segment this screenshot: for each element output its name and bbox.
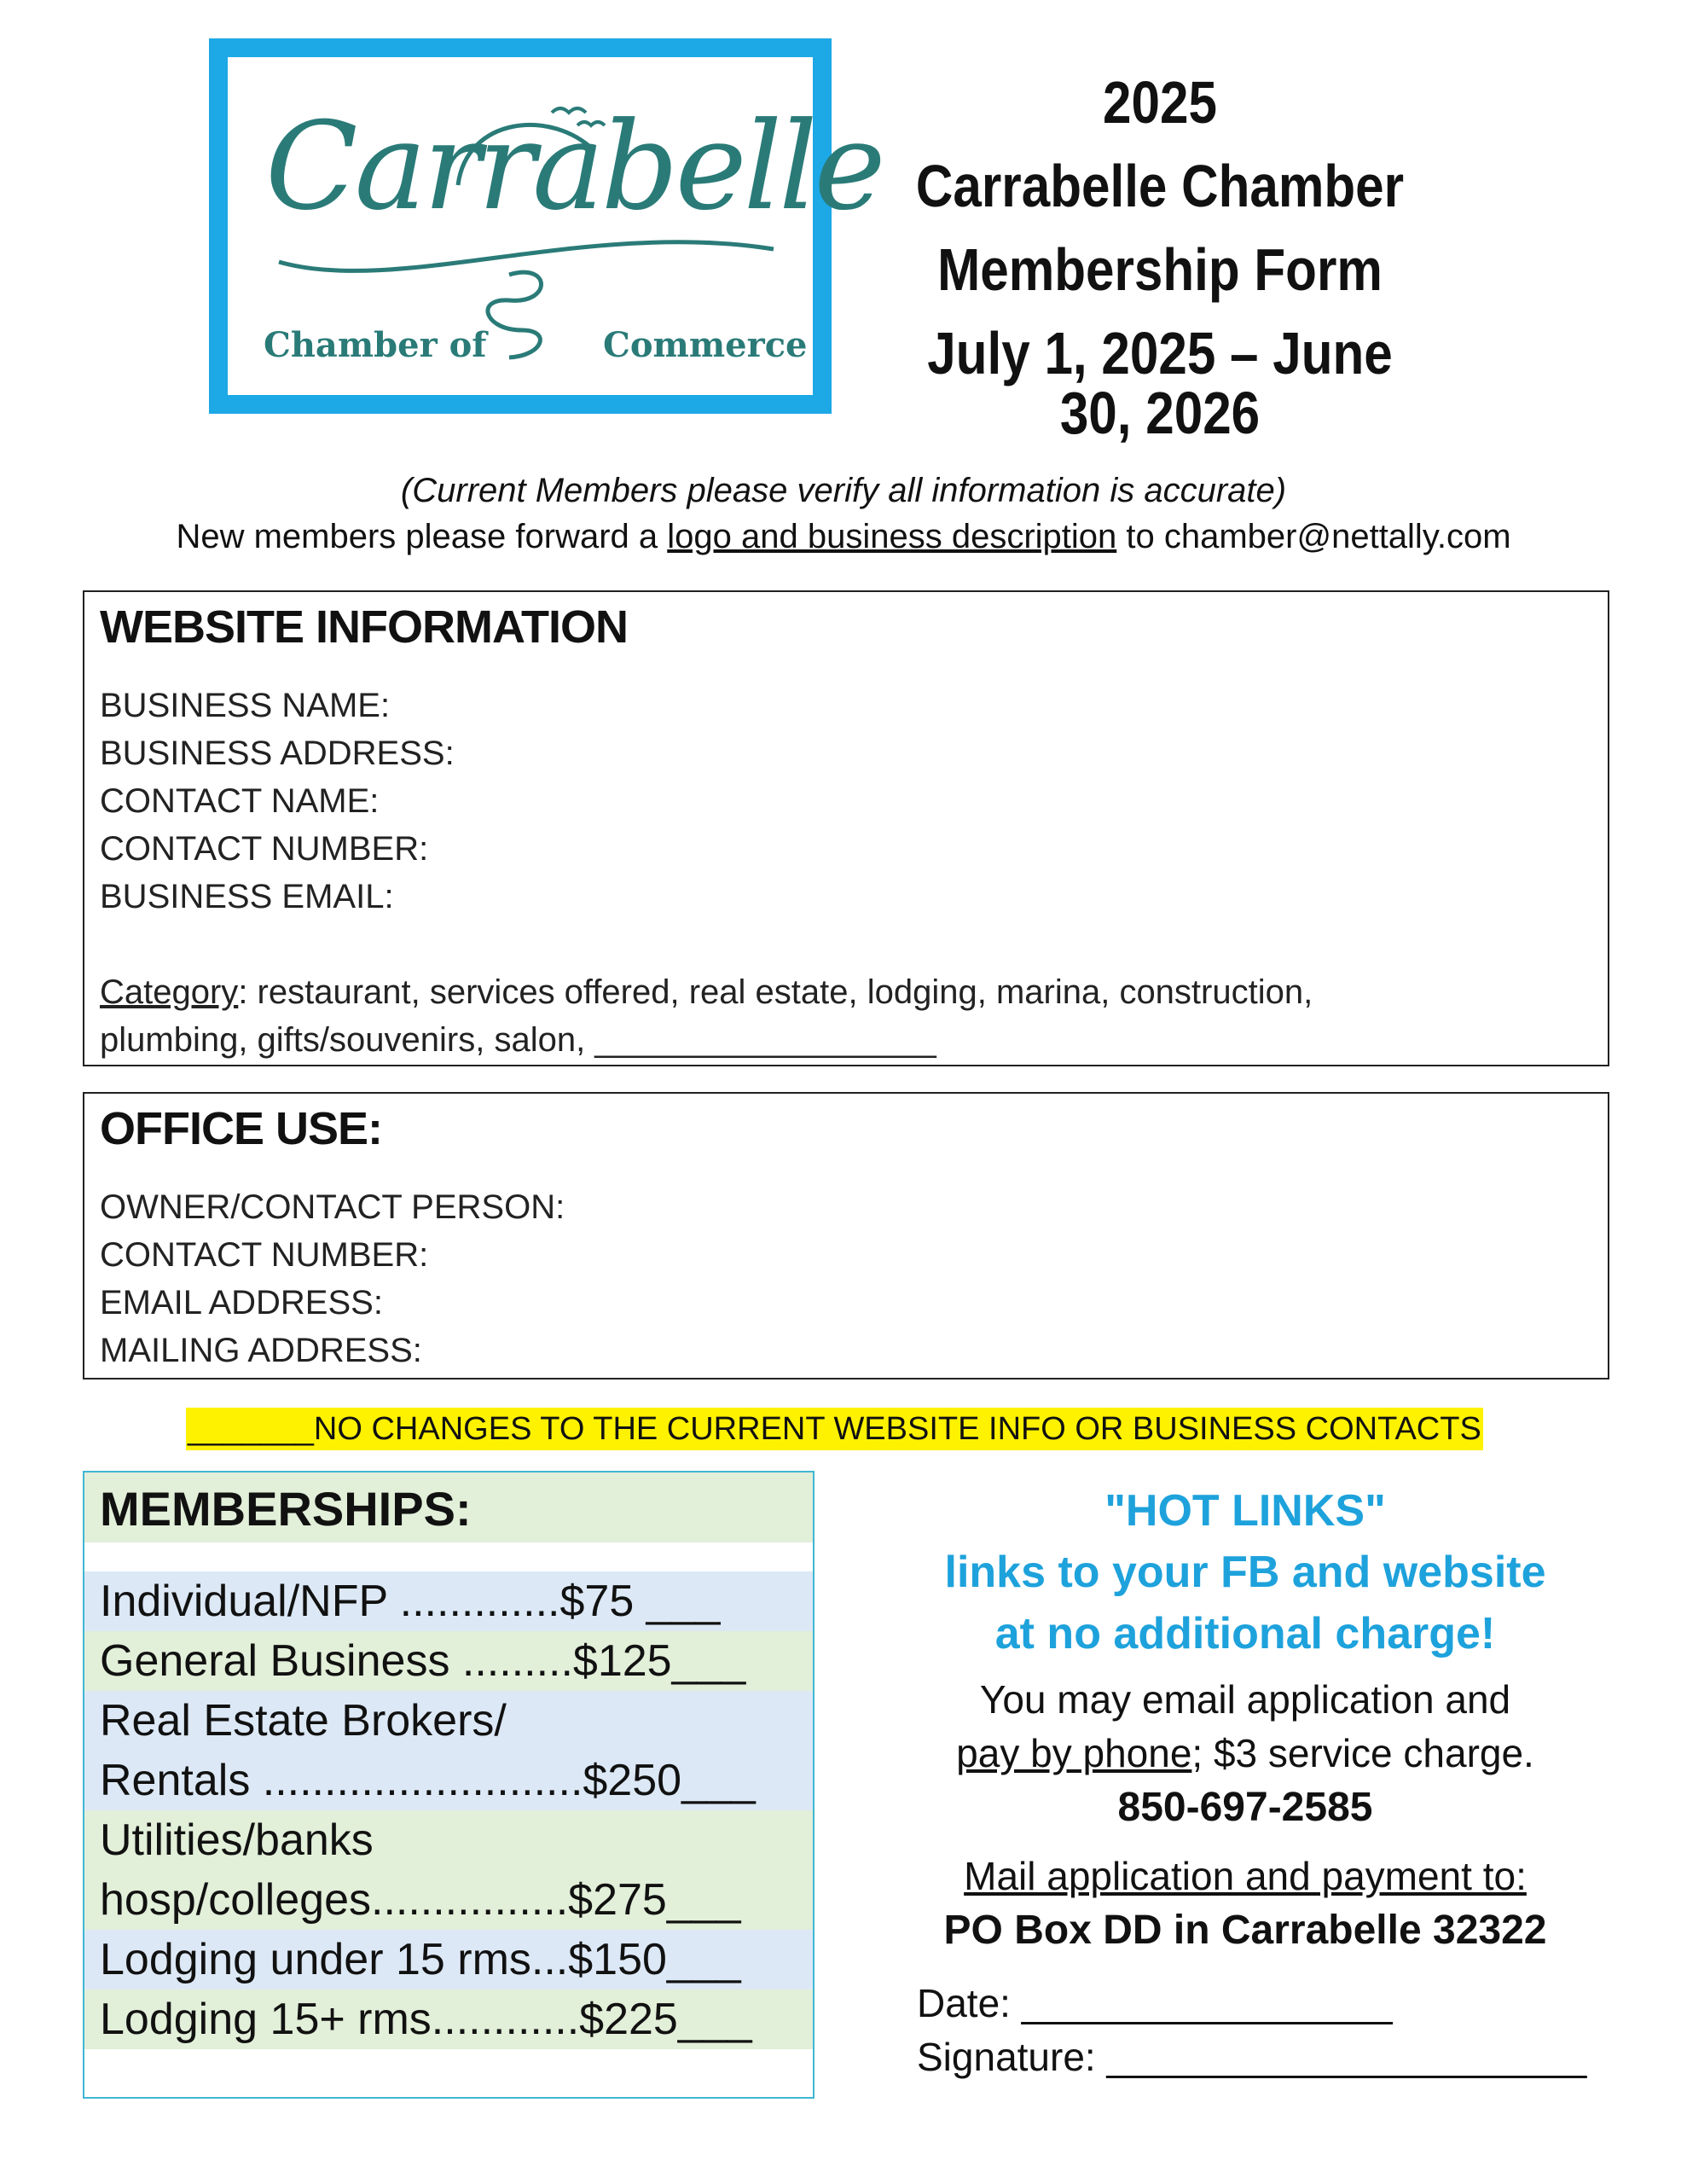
- no-changes-checkbox-line[interactable]: _______NO CHANGES TO THE CURRENT WEBSITE INFO OR BUSINESS CONTACTS: [186, 1408, 1483, 1450]
- signature-field[interactable]: Signature: ______________________: [917, 2035, 1587, 2079]
- new-members-note: [0, 518, 1687, 556]
- logo-description-link: logo and business description: [667, 518, 1117, 555]
- logo-wordmark: Carrabelle: [265, 96, 883, 237]
- logo-subtitle-left: Chamber of: [264, 325, 487, 365]
- chamber-logo: [209, 38, 883, 414]
- logo-subtitle-right: Commerce: [603, 325, 808, 365]
- phone-number: 850-697-2585: [1117, 1785, 1373, 1830]
- membership-option-lodging-15-plus[interactable]: Lodging 15+ rms............$225___: [84, 1989, 813, 2049]
- new-members-prefix: New members please forward a: [176, 518, 668, 555]
- business-name-field[interactable]: BUSINESS NAME:: [100, 687, 391, 724]
- title-year: 2025: [1103, 69, 1217, 136]
- owner-contact-field[interactable]: OWNER/CONTACT PERSON:: [100, 1188, 565, 1226]
- membership-option-general-business[interactable]: General Business .........$125___: [84, 1631, 813, 1691]
- title-line-2: Membership Form: [937, 236, 1383, 303]
- memberships-section: [83, 1471, 815, 2099]
- memberships-title: MEMBERSHIPS:: [100, 1482, 472, 1536]
- mailing-address-field[interactable]: MAILING ADDRESS:: [100, 1332, 422, 1369]
- hot-links-title: "HOT LINKS": [1104, 1486, 1386, 1536]
- pay-by-phone-link: pay by phone: [956, 1731, 1192, 1775]
- verify-note: (Current Members please verify all information is accurate): [400, 472, 1287, 509]
- office-use-title: OFFICE USE:: [100, 1103, 383, 1154]
- membership-option-real-estate-line-2[interactable]: Rentals ..........................$250___: [84, 1751, 813, 1810]
- date-field[interactable]: Date: _________________: [917, 1981, 1393, 2025]
- category-options[interactable]: [100, 975, 1313, 1009]
- membership-option-individual[interactable]: Individual/NFP .............$75 ___: [84, 1571, 813, 1631]
- hot-links-and-payment: [878, 1480, 1612, 1957]
- website-information-section: [83, 590, 1609, 1066]
- memberships-header: [84, 1472, 813, 1542]
- category-label: Category: [100, 973, 239, 1011]
- website-information-title: WEBSITE INFORMATION: [100, 601, 628, 653]
- office-contact-number-field[interactable]: CONTACT NUMBER:: [100, 1236, 429, 1274]
- service-charge-text: ; $3 service charge.: [1191, 1731, 1534, 1775]
- payment-line-2: [878, 1727, 1612, 1780]
- form-title: [889, 69, 1431, 446]
- mail-heading: Mail application and payment to:: [964, 1854, 1527, 1898]
- title-dates: July 1, 2025 – June 30, 2026: [927, 320, 1393, 446]
- mail-address: PO Box DD in Carrabelle 32322: [943, 1908, 1547, 1953]
- hot-links-line-2: at no additional charge!: [994, 1609, 1496, 1658]
- membership-option-utilities-line-2[interactable]: hosp/colleges................$275___: [84, 1870, 813, 1930]
- contact-name-field[interactable]: CONTACT NAME:: [100, 782, 380, 820]
- category-options-line-2[interactable]: plumbing, gifts/souvenirs, salon, __________________: [100, 1021, 936, 1059]
- membership-option-real-estate-line-1[interactable]: Real Estate Brokers/: [84, 1691, 813, 1751]
- business-address-field[interactable]: BUSINESS ADDRESS:: [100, 735, 455, 772]
- membership-option-lodging-under-15[interactable]: Lodging under 15 rms...$150___: [84, 1930, 813, 1989]
- email-address-field[interactable]: EMAIL ADDRESS:: [100, 1284, 383, 1321]
- contact-number-field[interactable]: CONTACT NUMBER:: [100, 830, 429, 868]
- title-line-1: Carrabelle Chamber: [915, 153, 1405, 219]
- category-options-line-1: : restaurant, services offered, real estate, lodging, marina, construction,: [238, 973, 1313, 1011]
- hot-links-line-1: links to your FB and website: [944, 1548, 1546, 1597]
- business-email-field[interactable]: BUSINESS EMAIL:: [100, 878, 394, 915]
- payment-line-1: You may email application and: [979, 1677, 1511, 1722]
- office-use-section: [83, 1092, 1609, 1380]
- membership-option-utilities-line-1[interactable]: Utilities/banks: [84, 1810, 813, 1870]
- new-members-suffix: to chamber@nettally.com: [1116, 518, 1511, 555]
